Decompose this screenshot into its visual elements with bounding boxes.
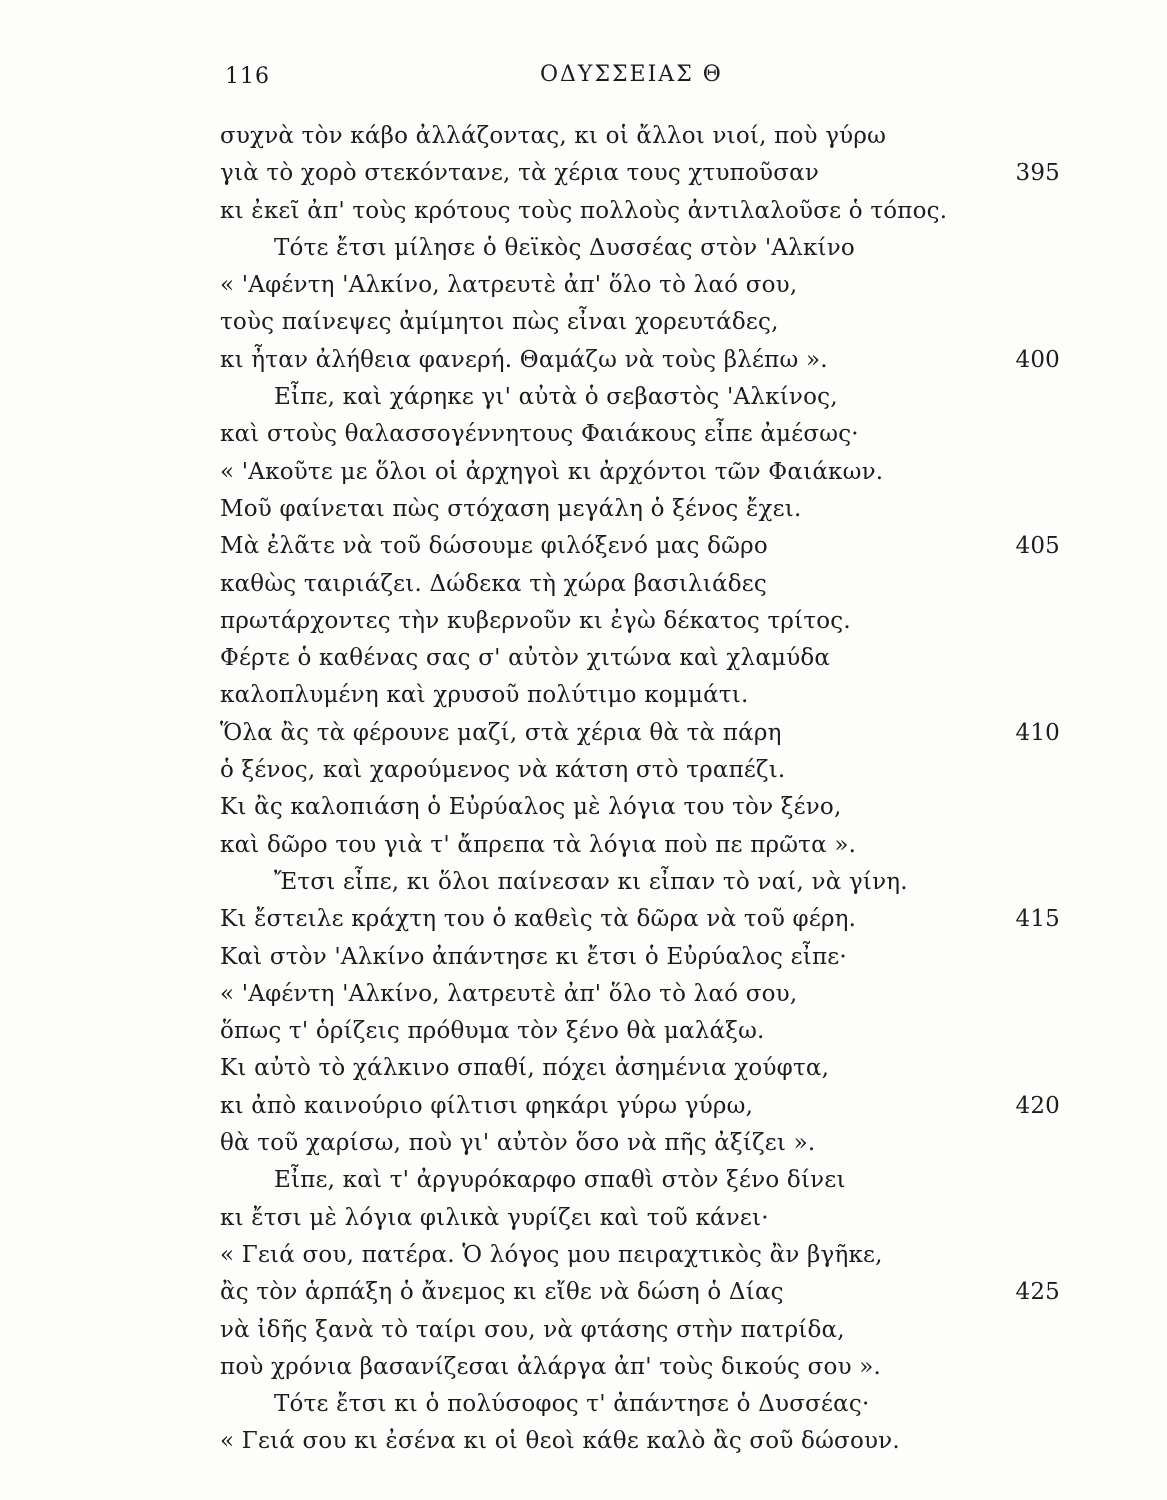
verse-line-text: Κι ἂς καλοπιάση ὁ Εὐρύαλος μὲ λόγια του τὸν ξένο, (220, 794, 842, 821)
verse-line (220, 864, 920, 901)
verse-line (220, 379, 920, 416)
verse-line-text: « Γειά σου κι ἐσένα κι οἱ θεοὶ κάθε καλὸ ἂς σοῦ δώσουν. (220, 1428, 900, 1455)
verse-line (220, 603, 920, 640)
verse-line-text: ἂς τὸν ἁρπάξη ὁ ἄνεμος κι εἴθε νὰ δώση ὁ Δίας (220, 1279, 784, 1306)
verse-line (220, 1162, 920, 1199)
verse-line (220, 416, 920, 453)
verse-line-text: Τότε ἔτσι κι ὁ πολύσοφος τ' ἀπάντησε ὁ Δυσσέας· (274, 1391, 870, 1418)
verse-line-text: « 'Ακοῦτε με ὅλοι οἱ ἀρχηγοὶ κι ἀρχόντοι τῶν Φαιάκων. (220, 458, 884, 485)
verse-line-text: Μοῦ φαίνεται πὼς στόχαση μεγάλη ὁ ξένος ἔχει. (220, 495, 802, 522)
verse-line (220, 827, 920, 864)
verse-line-text: κι ἦταν ἀλήθεια φανερή. Θαμάζω νὰ τοὺς βλέπω ». (220, 346, 828, 373)
verse-line (220, 1050, 920, 1087)
verse-line (220, 1386, 920, 1423)
verse-line (220, 155, 1060, 192)
verse-line-text: Μὰ ἐλᾶτε νὰ τοῦ δώσουμε φιλόξενό μας δῶρο (220, 533, 768, 560)
verse-line-text: Φέρτε ὁ καθένας σας σ' αὐτὸν χιτώνα καὶ χλαμύδα (220, 645, 831, 672)
verse-line (220, 677, 920, 714)
verse-line (220, 304, 920, 341)
verse-line (220, 230, 920, 267)
verse-line (220, 752, 920, 789)
verse-line-text: καλοπλυμένη καὶ χρυσοῦ πολύτιμο κομμάτι. (220, 682, 749, 709)
verse-line-text: ὅπως τ' ὁρίζεις πρόθυμα τὸν ξένο θὰ μαλάξω. (220, 1018, 765, 1045)
verse-line-text: κι ἀπὸ καινούριο φίλτισι φηκάρι γύρω γύρω, (220, 1092, 754, 1119)
line-number: 420 (1015, 1092, 1060, 1119)
verse-line (220, 640, 920, 677)
page-number: 116 (225, 64, 270, 89)
verse-line (220, 715, 1060, 752)
verse-line-text: Κι ἔστειλε κράχτη του ὁ καθεὶς τὰ δῶρα νὰ τοῦ φέρη. (220, 906, 857, 933)
verse-line-text: « Γειά σου, πατέρα. Ὁ λόγος μου πειραχτικὸς ἂν βγῆκε, (220, 1241, 883, 1268)
verse-line (220, 939, 920, 976)
verse-line (220, 118, 920, 155)
verse-line (220, 789, 920, 826)
line-number: 410 (1015, 719, 1060, 746)
verse-line-text: Τότε ἔτσι μίλησε ὁ θεϊκὸς Δυσσέας στὸν 'Αλκίνο (274, 234, 855, 261)
verse-line-text: νὰ ἰδῆς ξανὰ τὸ ταίρι σου, νὰ φτάσης στὴν πατρίδα, (220, 1316, 845, 1343)
verse-line-text: Ἔτσι εἶπε, κι ὅλοι παίνεσαν κι εἶπαν τὸ ναί, νὰ γίνη. (274, 868, 908, 895)
verse-line-text: « 'Αφέντη 'Αλκίνο, λατρευτὲ ἀπ' ὅλο τὸ λαό σου, (220, 980, 798, 1007)
verse-line (220, 1349, 920, 1386)
verse-line (220, 901, 1060, 938)
verse-line (220, 528, 1060, 565)
line-number: 400 (1015, 346, 1060, 373)
verse-line (220, 1423, 920, 1460)
verse-line (220, 1312, 920, 1349)
verse-line-text: ὁ ξένος, καὶ χαρούμενος νὰ κάτση στὸ τραπέζι. (220, 757, 786, 784)
verse-line (220, 1200, 920, 1237)
verse-line-text: ποὺ χρόνια βασανίζεσαι ἀλάργα ἀπ' τοὺς δικούς σου ». (220, 1353, 882, 1380)
verse-line (220, 1274, 1060, 1311)
line-number: 415 (1015, 906, 1060, 933)
verse-line-text: καθὼς ταιριάζει. Δώδεκα τὴ χώρα βασιλιάδες (220, 570, 768, 597)
verse-line-text: τοὺς παίνεψες ἀμίμητοι πὼς εἶναι χορευτάδες, (220, 309, 779, 336)
verse-line (220, 342, 1060, 379)
verse-line (220, 454, 920, 491)
verse-line-text: Κι αὐτὸ τὸ χάλκινο σπαθί, πόχει ἀσημένια χούφτα, (220, 1055, 830, 1082)
verse-line-text: « 'Αφέντη 'Αλκίνο, λατρευτὲ ἀπ' ὅλο τὸ λαό σου, (220, 272, 798, 299)
verse-line-text: καὶ στοὺς θαλασσογέννητους Φαιάκους εἶπε ἀμέσως· (220, 421, 859, 448)
verse-text (220, 118, 1060, 1461)
verse-line-text: κι ἐκεῖ ἀπ' τοὺς κρότους τοὺς πολλοὺς ἀντιλαλοῦσε ὁ τόπος. (220, 197, 948, 224)
verse-line (220, 491, 920, 528)
verse-line (220, 566, 920, 603)
verse-line-text: γιὰ τὸ χορὸ στεκόντανε, τὰ χέρια τους χτυποῦσαν (220, 160, 820, 187)
verse-line-text: καὶ δῶρο του γιὰ τ' ἄπρεπα τὰ λόγια ποὺ πε πρῶτα ». (220, 831, 857, 858)
line-number: 425 (1015, 1279, 1060, 1306)
verse-line-text: κι ἔτσι μὲ λόγια φιλικὰ γυρίζει καὶ τοῦ κάνει· (220, 1204, 769, 1231)
verse-line-text: Εἶπε, καὶ χάρηκε γι' αὐτὰ ὁ σεβαστὸς 'Αλκίνος, (274, 384, 838, 411)
line-number: 405 (1015, 533, 1060, 560)
verse-line (220, 1125, 920, 1162)
verse-line-text: Εἶπε, καὶ τ' ἀργυρόκαρφο σπαθὶ στὸν ξένο δίνει (274, 1167, 846, 1194)
running-title: ΟΔΥΣΣΕΙΑΣ Θ (540, 62, 723, 87)
line-number: 395 (1015, 160, 1060, 187)
verse-line (220, 976, 920, 1013)
verse-line (220, 193, 948, 230)
verse-line (220, 1013, 920, 1050)
verse-line-text: συχνὰ τὸν κάβο ἀλλάζοντας, κι οἱ ἄλλοι νιοί, ποὺ γύρω (220, 123, 887, 149)
verse-line-text: θὰ τοῦ χαρίσω, ποὺ γι' αὐτὸν ὅσο νὰ πῆς ἀξίζει ». (220, 1130, 816, 1157)
verse-line (220, 267, 920, 304)
verse-line-text: Ὅλα ἂς τὰ φέρουνε μαζί, στὰ χέρια θὰ τὰ πάρη (220, 719, 782, 746)
verse-line-text: πρωτάρχοντες τὴν κυβερνοῦν κι ἐγὼ δέκατος τρίτος. (220, 607, 851, 634)
verse-line (220, 1088, 1060, 1125)
verse-line (220, 1237, 920, 1274)
verse-line-text: Καὶ στὸν 'Αλκίνο ἀπάντησε κι ἔτσι ὁ Εὐρύαλος εἶπε· (220, 943, 847, 970)
